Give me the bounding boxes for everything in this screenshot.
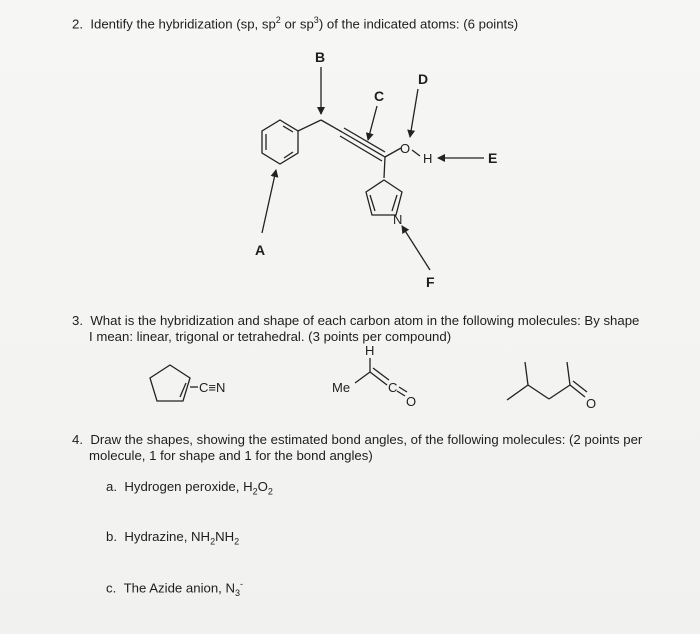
bond-o-to-h bbox=[412, 150, 420, 156]
question-4-text-1: Draw the shapes, showing the estimated bond angles, of the following molecules: (2 points per bbox=[90, 432, 643, 447]
q4b-sub2: 2 bbox=[234, 536, 240, 547]
q4c-sup: - bbox=[240, 579, 244, 589]
skeletal-bond-5 bbox=[567, 362, 570, 385]
q4a-mid: O bbox=[257, 479, 268, 494]
skeletal-bond-3 bbox=[528, 385, 549, 399]
skeletal-bond-2 bbox=[525, 362, 528, 385]
atom-h-label: H bbox=[423, 151, 433, 166]
question-3-text-1: What is the hybridization and shape of each carbon atom in the following molecules: By shape bbox=[90, 313, 640, 328]
arrow-f bbox=[402, 226, 430, 270]
bond-c-to-pyrrole bbox=[384, 157, 385, 178]
triple-bond-2 bbox=[344, 128, 385, 152]
question-3-line2: I mean: linear, trigonal or tetrahedral. (3 points per compound) bbox=[89, 329, 452, 344]
mol2-o-label: O bbox=[406, 394, 417, 409]
question-4-number: 4. bbox=[72, 432, 83, 447]
question-4c bbox=[106, 576, 243, 601]
bond-ring-to-alkene bbox=[298, 120, 321, 131]
question-4b bbox=[106, 529, 239, 550]
label-c: C bbox=[374, 88, 385, 104]
skeletal-bond-4 bbox=[549, 385, 570, 399]
double-bond-c-c-2 bbox=[373, 368, 389, 380]
mol3-o-label: O bbox=[586, 396, 597, 411]
q4b-sub1: 2 bbox=[210, 536, 216, 547]
label-f: F bbox=[426, 274, 435, 290]
skeletal-bond-1 bbox=[507, 385, 528, 400]
label-a: A bbox=[255, 242, 266, 258]
q4c-letter: c. bbox=[106, 580, 117, 596]
double-bond-c-c-1 bbox=[370, 372, 387, 385]
mol2-me-label: Me bbox=[332, 380, 351, 395]
skeletal-bond-7 bbox=[573, 381, 587, 392]
double-bond-c-o-1 bbox=[397, 391, 405, 396]
q4b-letter: b. bbox=[106, 529, 117, 544]
bond-c-to-o bbox=[385, 148, 401, 157]
atom-o-label: O bbox=[400, 141, 411, 156]
triple-bond-1 bbox=[342, 132, 385, 157]
q4a-letter: a. bbox=[106, 479, 117, 494]
bond-alkene-to-alkyne bbox=[321, 120, 342, 132]
triple-bond-3 bbox=[340, 136, 382, 161]
pyrrole-double-2 bbox=[392, 195, 397, 211]
q4a-sub1: 2 bbox=[252, 486, 258, 497]
arrow-c bbox=[368, 106, 377, 140]
benzene-ring bbox=[262, 120, 298, 164]
arrow-a bbox=[262, 170, 276, 233]
question-2-text-mid: or sp bbox=[280, 16, 314, 32]
label-d: D bbox=[418, 71, 429, 87]
question-4-line1 bbox=[72, 432, 642, 448]
q4c-text: The Azide anion, N bbox=[123, 580, 236, 596]
bond-me-to-c bbox=[355, 372, 370, 383]
arrow-d bbox=[410, 89, 418, 137]
skeletal-bond-6 bbox=[570, 385, 585, 397]
q4a-text: Hydrogen peroxide, H bbox=[124, 479, 253, 494]
mol2-h-label: H bbox=[365, 343, 375, 358]
question-2-sup1: 2 bbox=[275, 15, 281, 25]
q4b-mid: NH bbox=[215, 529, 235, 544]
q4b-text: Hydrazine, NH bbox=[124, 529, 211, 544]
question-3-line1 bbox=[72, 313, 639, 329]
question-2-number: 2. bbox=[72, 16, 83, 32]
label-e: E bbox=[488, 150, 498, 166]
label-b: B bbox=[315, 49, 326, 65]
question-2-text-post: ) of the indicated atoms: (6 points) bbox=[318, 16, 519, 32]
q4a-sub2: 2 bbox=[267, 486, 273, 497]
mol2-c-label: C bbox=[388, 380, 398, 395]
mol1-cn-label: C≡N bbox=[199, 380, 226, 395]
question-2-text-pre: Identify the hybridization (sp, sp bbox=[90, 16, 276, 32]
q4c-sub: 3 bbox=[235, 588, 241, 599]
question-4-line2: molecule, 1 for shape and 1 for the bond angles) bbox=[89, 448, 373, 463]
question-4a bbox=[106, 479, 273, 500]
question-2-sup2: 3 bbox=[313, 15, 319, 25]
double-bond-c-o-2 bbox=[399, 387, 407, 392]
atom-n-label: N bbox=[393, 212, 403, 227]
question-3-number: 3. bbox=[72, 313, 83, 328]
cyclopentene-ring bbox=[150, 365, 190, 401]
